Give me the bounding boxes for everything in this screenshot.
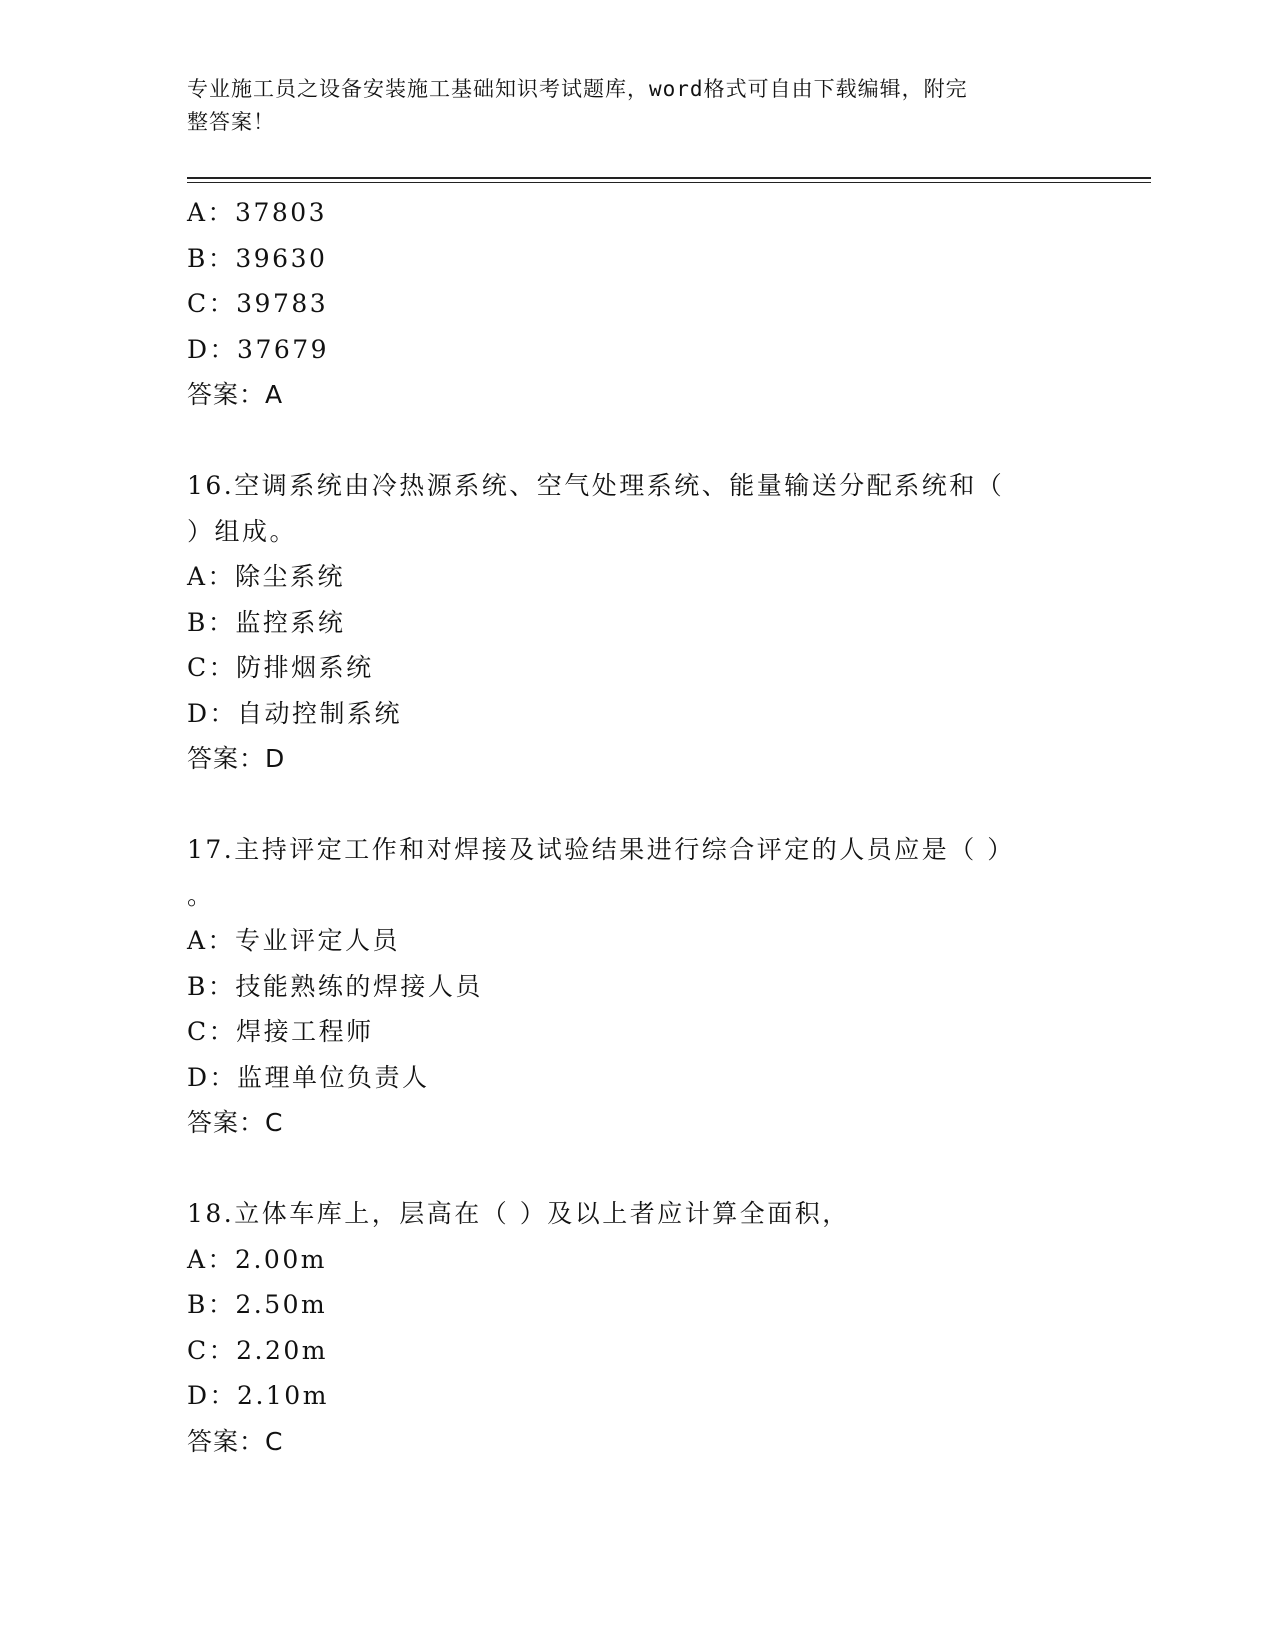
question-stem-line-1: 17.主持评定工作和对焊接及试验结果进行综合评定的人员应是（ ） — [187, 835, 1015, 864]
document-header — [187, 73, 1067, 139]
option-a: A：2.00m — [187, 1244, 327, 1274]
answer-line: 答案：D — [187, 744, 286, 773]
question-stem-line-2: 。 — [187, 880, 215, 910]
answer-line: 答案：C — [187, 1108, 284, 1137]
option-d: D：监理单位负责人 — [187, 1062, 430, 1092]
option-b: B：技能熟练的焊接人员 — [187, 971, 483, 1001]
question-16 — [187, 463, 1067, 782]
question-list — [187, 190, 1067, 1464]
option-c: C：39783 — [187, 289, 329, 318]
header-title-line-1: 专业施工员之设备安装施工基础知识考试题库，word格式可自由下载编辑，附完 — [187, 77, 968, 101]
question-18 — [187, 1191, 1067, 1464]
answer-line: 答案：C — [187, 1426, 284, 1456]
question-stem-line-1: 16.空调系统由冷热源系统、空气处理系统、能量输送分配系统和（ — [187, 471, 1005, 500]
question-spacer — [187, 782, 1067, 828]
answer-line: 答案：A — [187, 380, 284, 409]
header-title-line-2: 整答案！ — [187, 110, 275, 134]
option-c: C：防排烟系统 — [187, 653, 374, 682]
option-a: A：除尘系统 — [187, 562, 346, 591]
header-divider-thick — [187, 177, 1151, 179]
option-b: B：监控系统 — [187, 607, 346, 637]
option-a: A：37803 — [187, 198, 328, 227]
option-d: D：自动控制系统 — [187, 698, 403, 728]
question-spacer — [187, 1146, 1067, 1192]
header-divider-thin — [187, 182, 1151, 183]
option-c: C：焊接工程师 — [187, 1017, 374, 1046]
option-b: B：39630 — [187, 243, 328, 273]
question-stem-line-1: 18.立体车库上，层高在（ ）及以上者应计算全面积， — [187, 1199, 850, 1228]
option-a: A：专业评定人员 — [187, 926, 401, 955]
question-17 — [187, 827, 1067, 1146]
question-15 — [187, 190, 1067, 418]
option-b: B：2.50m — [187, 1290, 328, 1319]
question-stem-line-2: ）组成。 — [187, 516, 298, 546]
option-d: D：2.10m — [187, 1381, 329, 1410]
option-d: D：37679 — [187, 334, 330, 364]
option-c: C：2.20m — [187, 1335, 328, 1365]
question-spacer — [187, 418, 1067, 464]
